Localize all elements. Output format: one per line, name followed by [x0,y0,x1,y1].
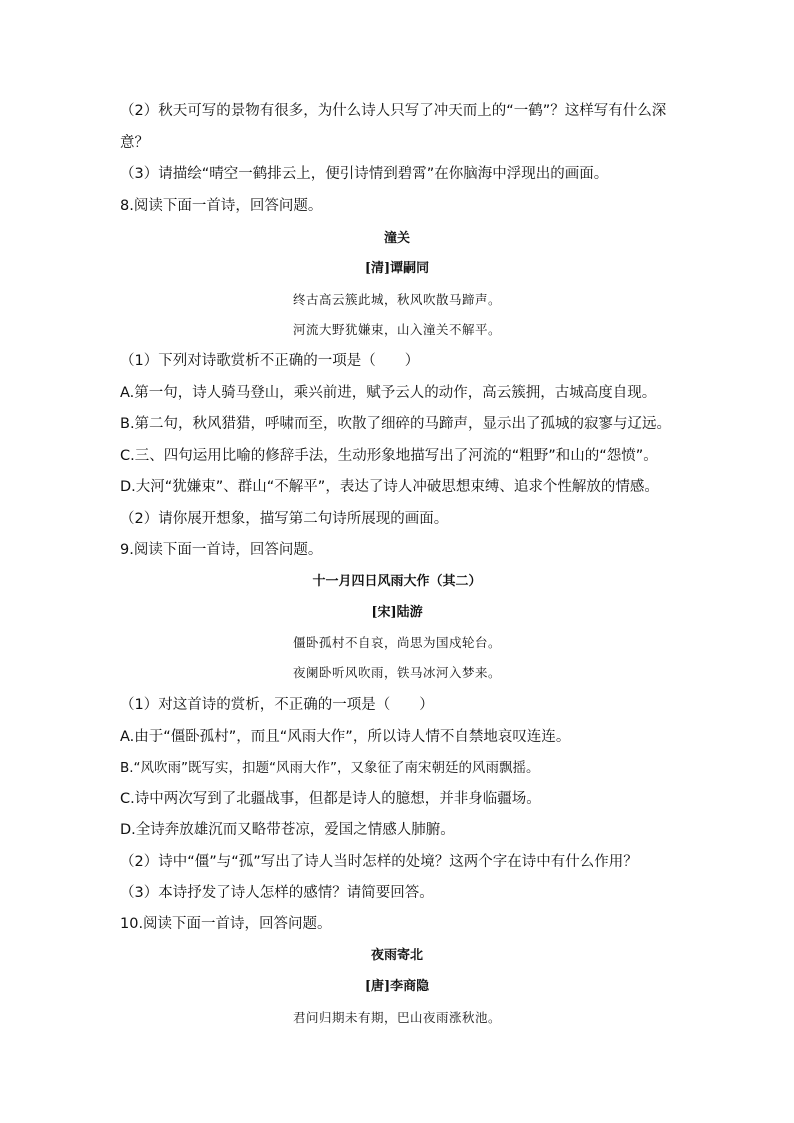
poem-9-line-1: 僵卧孤村不自哀，尚思为国戍轮台。 [292,635,501,650]
question-8-option-a: A.第一句，诗人骑马登山，乘兴前进，赋予云人的动作，高云簇拥，古城高度自现。 [120,385,657,401]
question-8-heading: 8.阅读下面一首诗，回答问题。 [120,198,323,214]
poem-10-title: 夜雨寄北 [370,948,423,963]
question-10-heading: 10.阅读下面一首诗，回答问题。 [120,916,332,932]
question-8-option-d: D.大河“犹嫌束”、群山“不解平”，表达了诗人冲破思想束缚、追求个性解放的情感。 [120,479,659,495]
question-9-option-b: B.“风吹雨”既写实，扣题“风雨大作”，又象征了南宋朝廷的风雨飘摇。 [120,760,540,776]
question-9-part-1: （1）对这首诗的赏析，不正确的一项是（ ） [120,697,434,713]
poem-8-line-2: 河流大野犹嫌束，山入潼关不解平。 [292,322,501,337]
question-8-part-2: （2）请你展开想象，描写第二句诗所展现的画面。 [120,511,449,527]
question-9-option-d: D.全诗奔放雄沉而又略带苍凉，爱国之情感人肺腑。 [120,822,455,838]
poem-8-title: 潼关 [383,231,410,246]
poem-8-line-1: 终古高云簇此城，秋风吹散马蹄声。 [292,292,501,307]
question-7-part-3: （3）请描绘“晴空一鹤排云上，便引诗情到碧霄”在你脑海中浮现出的画面。 [120,166,609,182]
question-9-option-a: A.由于“僵卧孤村”，而且“风雨大作”，所以诗人情不自禁地哀叹连连。 [120,729,571,745]
question-8-part-1: （1）下列对诗歌赏析不正确的一项是（ ） [120,353,420,369]
poem-8-author: [清]谭嗣同 [364,261,430,276]
question-8-option-c: C.三、四句运用比喻的修辞手法，生动形象地描写出了河流的“粗野”和山的“怨愤”。 [120,448,658,464]
question-9-part-3: （3）本诗抒发了诗人怎样的感情？请简要回答。 [120,885,434,901]
question-7-part-2-line-2: 意？ [120,135,149,151]
question-9-part-2: （2）诗中“僵”与“孤”写出了诗人当时怎样的处境？这两个字在诗中有什么作用？ [120,854,638,870]
question-9-heading: 9.阅读下面一首诗，回答问题。 [120,542,323,558]
question-9-option-c: C.诗中两次写到了北疆战事，但都是诗人的臆想，并非身临疆场。 [120,791,541,807]
poem-9-line-2: 夜阑卧听风吹雨，铁马冰河入梦来。 [292,665,501,680]
poem-10-line-1: 君问归期未有期，巴山夜雨涨秋池。 [292,1010,501,1025]
poem-10-author: [唐]李商隐 [364,979,430,994]
poem-9-author: [宋]陆游 [371,605,423,620]
question-8-option-b: B.第二句，秋风猎猎，呼啸而至，吹散了细碎的马蹄声，显示出了孤城的寂寥与辽远。 [120,416,672,432]
poem-9-title: 十一月四日风雨大作（其二） [312,574,482,589]
question-7-part-2-line-1: （2）秋天可写的景物有很多，为什么诗人只写了冲天而上的“一鹤”？这样写有什么深 [120,103,667,119]
